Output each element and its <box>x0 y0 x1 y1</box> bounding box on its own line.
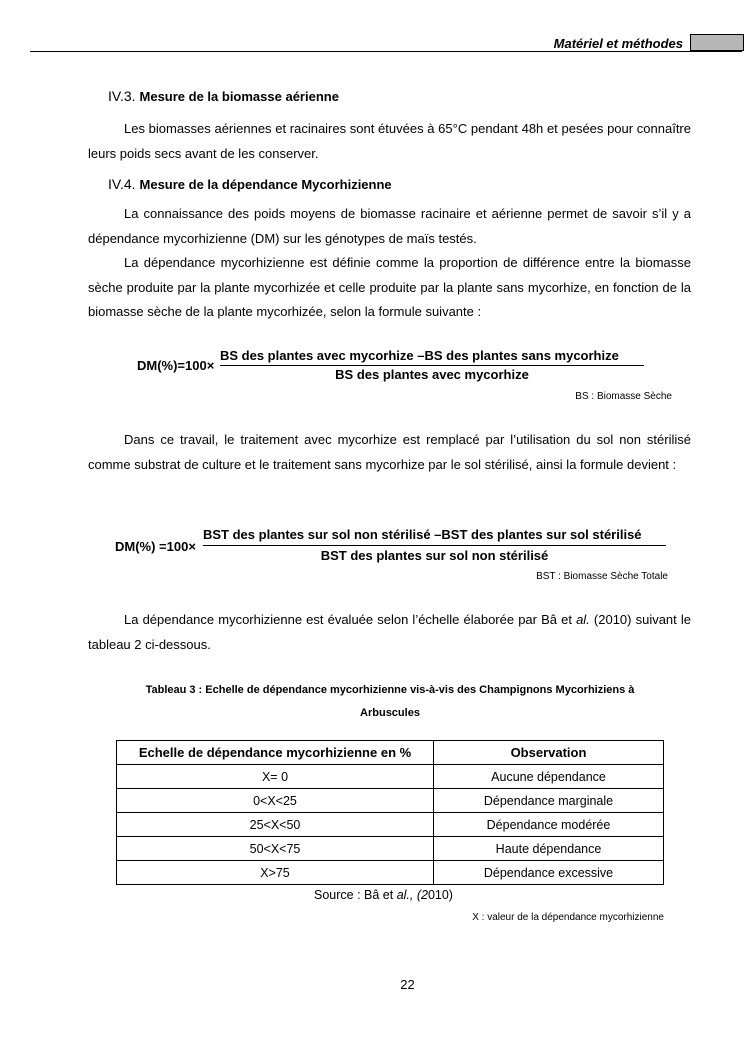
page-number: 22 <box>400 977 415 992</box>
text-run: (2010) suivant le tableau 2 ci-dessous. <box>88 612 691 652</box>
table-cell: X= 0 <box>117 765 434 789</box>
formula2-note: BST : Biomasse Sèche Totale <box>536 571 668 582</box>
paragraph-text: La dépendance mycorhizienne est définie comme la proportion de différence entre la biomasse sèche produite par la plante mycorhizée et celle produite par la plante sans mycorhize, en fonction de la biomasse sèche de la plante mycorhizée, selon la formule suivante : <box>88 255 691 319</box>
table-header-cell: Observation <box>434 741 664 765</box>
header-rule <box>30 51 742 52</box>
text-run-italic: al. <box>576 612 590 627</box>
section-heading-iv4 <box>108 176 392 192</box>
table-cell: 50<X<75 <box>117 837 434 861</box>
paragraph-dependance <box>88 202 691 325</box>
table-row <box>117 765 664 789</box>
table-caption <box>100 679 680 725</box>
table-footnote: X : valeur de la dépendance mycorhizienne <box>472 912 664 923</box>
header-box <box>690 34 744 51</box>
text-run: 010) <box>427 888 453 902</box>
table-cell: Dépendance excessive <box>434 861 664 885</box>
formula1-note: BS : Biomasse Sèche <box>575 391 672 402</box>
formula2-numerator: BST des plantes sur sol non stérilisé –BST des plantes sur sol stérilisé <box>203 527 642 542</box>
table-caption-line: Tableau 3 : Echelle de dépendance mycorhizienne vis-à-vis des Champignons Mycorhiziens à <box>145 684 635 696</box>
section-heading-iv3 <box>108 88 339 104</box>
paragraph-text: Dans ce travail, le traitement avec mycorhize est remplacé par l’utilisation du sol non stérilisé comme substrat de culture et le traitement sans mycorhize par le sol stérilisé, ainsi la formule devient : <box>88 432 691 472</box>
table-source <box>314 888 453 902</box>
paragraph-substrat <box>88 428 691 477</box>
formula1-fraction-bar <box>220 365 644 366</box>
dependance-scale-table <box>116 740 664 885</box>
table-cell: 0<X<25 <box>117 789 434 813</box>
table-header-row <box>117 741 664 765</box>
table-caption-line: Arbuscules <box>360 707 420 719</box>
text-run: La dépendance mycorhizienne est évaluée selon l’échelle élaborée par Bâ et <box>124 612 577 627</box>
table-cell: Dépendance modérée <box>434 813 664 837</box>
table-cell: Aucune dépendance <box>434 765 664 789</box>
formula2-fraction-bar <box>203 545 666 546</box>
table-header-cell: Echelle de dépendance mycorhizienne en % <box>117 741 434 765</box>
paragraph-text: Les biomasses aériennes et racinaires sont étuvées à 65°C pendant 48h et pesées pour connaître leurs poids secs avant de les conserver. <box>88 121 691 161</box>
table-row <box>117 789 664 813</box>
table-cell: Haute dépendance <box>434 837 664 861</box>
paragraph-biomass <box>88 117 691 166</box>
table-cell: Dépendance marginale <box>434 789 664 813</box>
table-row <box>117 813 664 837</box>
text-run-italic: al., (2 <box>396 888 428 902</box>
table-row <box>117 837 664 861</box>
formula2-lhs: DM(%) =100× <box>115 539 196 554</box>
formula1-lhs: DM(%)=100× <box>137 358 215 373</box>
section-number: IV.3. <box>108 88 136 104</box>
paragraph-echelle <box>88 608 691 657</box>
formula2-denominator: BST des plantes sur sol non stérilisé <box>320 548 549 563</box>
table-row <box>117 861 664 885</box>
text-run: Source : Bâ et <box>314 888 397 902</box>
section-title: Mesure de la dépendance Mycorhizienne <box>139 177 392 192</box>
section-title: Mesure de la biomasse aérienne <box>139 89 339 104</box>
table-cell: X>75 <box>117 861 434 885</box>
table-cell: 25<X<50 <box>117 813 434 837</box>
formula1-numerator: BS des plantes avec mycorhize –BS des plantes sans mycorhize <box>220 348 619 363</box>
header-title: Matériel et méthodes <box>553 36 683 51</box>
paragraph-text: La connaissance des poids moyens de biomasse racinaire et aérienne permet de savoir s’il y a dépendance mycorhizienne (DM) sur les génotypes de maïs testés. <box>88 206 691 246</box>
formula1-denominator: BS des plantes avec mycorhize <box>335 367 529 382</box>
section-number: IV.4. <box>108 176 136 192</box>
paragraph-text <box>88 608 691 657</box>
